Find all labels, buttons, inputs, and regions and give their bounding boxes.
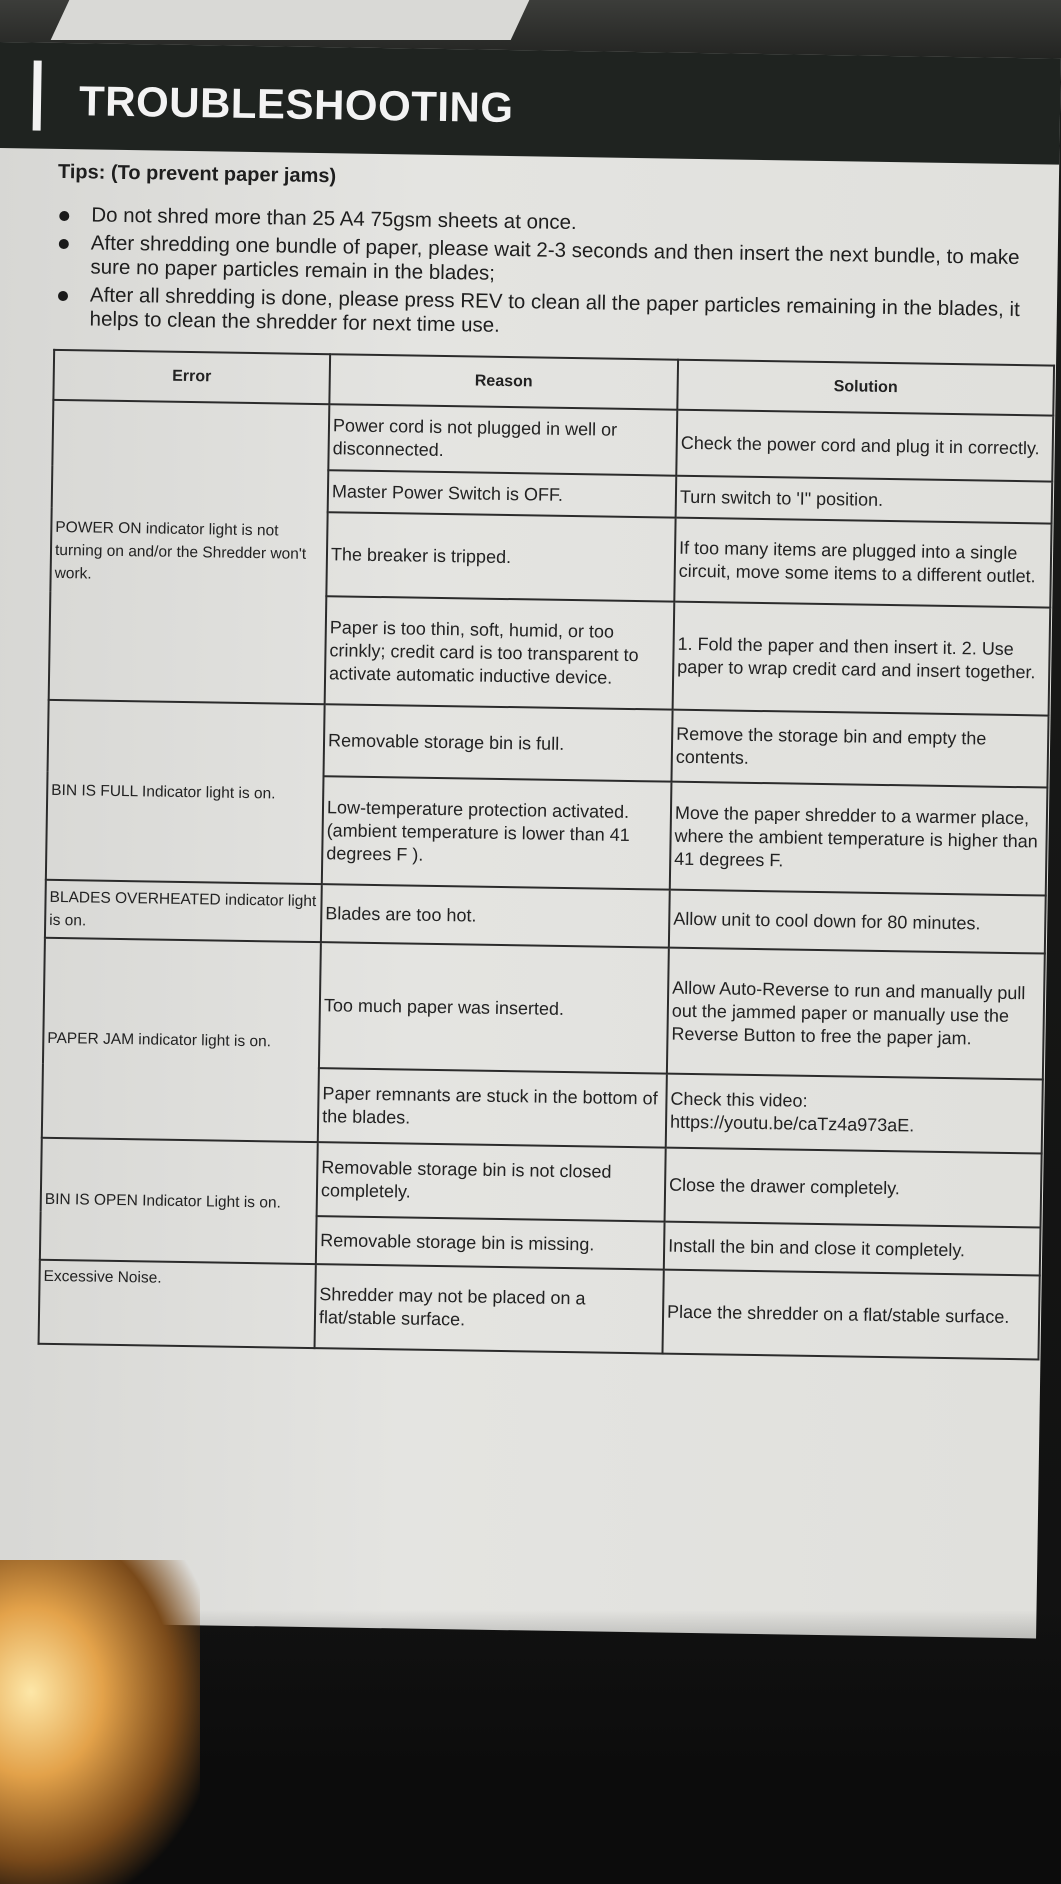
solution-cell: Check this video: https://youtu.be/caTz4a973aE. <box>666 1074 1043 1154</box>
solution-cell: If too many items are plugged into a single circuit, move some items to a different outlet. <box>674 518 1051 608</box>
background-paper <box>51 0 530 40</box>
reason-cell: Low-temperature protection activated. (ambient temperature is lower than 41 degrees F ). <box>322 776 672 889</box>
table-row <box>39 1260 1040 1360</box>
solution-cell: Turn switch to 'I" position. <box>676 476 1053 524</box>
background-light-glow <box>0 1560 200 1884</box>
tips-heading: Tips: (To prevent paper jams) <box>57 160 337 188</box>
solution-cell: Remove the storage bin and empty the contents. <box>671 710 1048 788</box>
reason-cell: Paper is too thin, soft, humid, or too crinkly; credit card is too transparent to activate automatic inductive device. <box>325 596 675 709</box>
reason-cell: Removable storage bin is not closed completely. <box>317 1142 666 1221</box>
solution-cell: 1. Fold the paper and then insert it. 2. Use paper to wrap credit card and insert together. <box>673 602 1051 716</box>
error-cell: Excessive Noise. <box>39 1260 316 1348</box>
reason-cell: Power cord is not plugged in well or disconnected. <box>328 404 677 475</box>
header-reason: Reason <box>329 354 678 409</box>
solution-cell: Install the bin and close it completely. <box>664 1222 1041 1276</box>
header-solution: Solution <box>677 360 1054 416</box>
solution-cell: Close the drawer completely. <box>665 1148 1042 1228</box>
tip-text: Do not shred more than 25 A4 75gsm sheets at once. <box>91 203 577 235</box>
table-row <box>43 938 1045 1080</box>
reason-cell: Too much paper was inserted. <box>319 942 669 1073</box>
troubleshooting-table <box>38 349 1056 1361</box>
reason-cell: Shredder may not be placed on a flat/stable surface. <box>315 1264 664 1353</box>
reason-cell: Removable storage bin is full. <box>324 704 673 781</box>
header-accent-mark <box>33 61 42 131</box>
solution-cell: Place the shredder on a flat/stable surface. <box>662 1270 1039 1360</box>
error-cell: BLADES OVERHEATED indicator light is on. <box>45 880 322 942</box>
error-cell: BIN IS FULL Indicator light is on. <box>46 700 325 884</box>
solution-cell: Allow Auto-Reverse to run and manually pull out the jammed paper or manually use the Reverse Button to free the paper jam. <box>667 948 1045 1080</box>
header-bar <box>0 42 1061 165</box>
error-cell: PAPER JAM indicator light is on. <box>42 938 321 1142</box>
reason-cell: Paper remnants are stuck in the bottom of the blades. <box>318 1068 667 1147</box>
solution-cell: Check the power cord and plug it in correctly. <box>676 410 1053 482</box>
solution-cell: Allow unit to cool down for 80 minutes. <box>669 890 1046 954</box>
tip-item <box>55 283 1026 346</box>
header-error: Error <box>53 350 330 404</box>
reason-cell: Removable storage bin is missing. <box>316 1216 665 1269</box>
tips-list <box>55 203 1027 350</box>
error-cell: BIN IS OPEN Indicator Light is on. <box>40 1138 318 1264</box>
tip-text: After shredding one bundle of paper, please wait 2-3 seconds and then insert the next bundle, to make sure no paper particles remain in the blades; <box>90 231 1020 285</box>
table-row <box>48 700 1049 788</box>
error-cell: POWER ON indicator light is not turning on and/or the Shredder won't work. <box>49 400 330 704</box>
page-title: TROUBLESHOOTING <box>78 77 514 132</box>
reason-cell: Blades are too hot. <box>321 884 670 947</box>
manual-page <box>0 42 1061 1638</box>
bullet-icon <box>59 211 69 221</box>
bullet-icon <box>59 239 69 249</box>
table-row <box>41 1138 1042 1228</box>
tip-text: After all shredding is done, please press REV to clean all the paper particles remaining in the blades, it helps to clean the shredder for next time use. <box>89 283 1020 337</box>
reason-cell: Master Power Switch is OFF. <box>328 470 677 517</box>
solution-cell: Move the paper shredder to a warmer place, where the ambient temperature is higher than 41 degrees F. <box>670 782 1048 896</box>
bullet-icon <box>58 291 68 301</box>
reason-cell: The breaker is tripped. <box>326 512 675 601</box>
